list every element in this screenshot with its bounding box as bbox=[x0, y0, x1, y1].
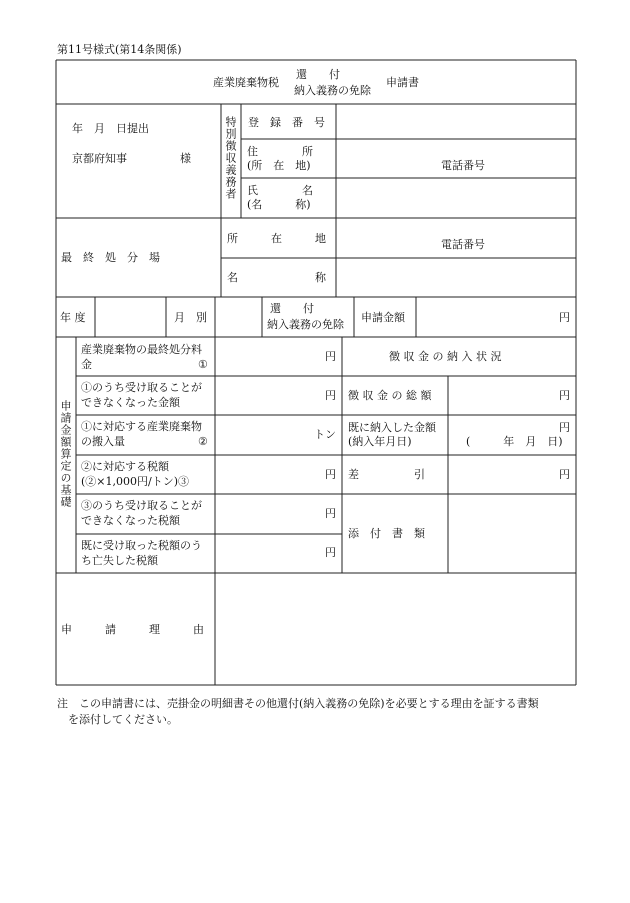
title-tax: 産業廃棄物税 bbox=[213, 76, 279, 89]
requested-amount-unit: 円 bbox=[559, 311, 570, 324]
basis-row-3-mark: ② bbox=[198, 435, 208, 448]
total-collected-label: 徴 収 金 の 総 額 bbox=[348, 389, 432, 402]
name-label: 氏 名 bbox=[247, 184, 313, 197]
basis-row-2-line1: ①のうち受け取ることが bbox=[81, 381, 202, 394]
site-location-label: 所 在 地 bbox=[227, 232, 326, 245]
collection-status-heading: 徴 収 金 の 納 入 状 況 bbox=[389, 350, 502, 363]
fiscal-year-label: 年 度 bbox=[60, 311, 86, 324]
application-reason-label: 申 請 理 由 bbox=[61, 623, 204, 636]
honorific: 様 bbox=[180, 152, 191, 165]
note-line-2: を添付してください。 bbox=[68, 713, 178, 726]
attachments-label: 添 付 書 類 bbox=[348, 527, 425, 540]
addressee: 京都府知事 bbox=[72, 152, 127, 165]
paid-amount-unit: 円 bbox=[559, 421, 570, 434]
site-phone-label: 電話番号 bbox=[441, 238, 485, 251]
basis-row-3-unit: トン bbox=[314, 428, 336, 441]
paid-date-label: (納入年月日) bbox=[348, 435, 412, 448]
submission-date: 年 月 日提出 bbox=[72, 122, 149, 135]
basis-row-4-unit: 円 bbox=[325, 468, 336, 481]
applicant-phone-label: 電話番号 bbox=[441, 159, 485, 172]
note-line-1: 注 この申請書には、売掛金の明細書その他還付(納入義務の免除)を必要とする理由を証する書類 bbox=[57, 697, 539, 710]
basis-row-2-line2: できなくなった金額 bbox=[81, 396, 180, 409]
period-refund-label: 還 付 bbox=[270, 302, 314, 315]
difference-unit: 円 bbox=[559, 468, 570, 481]
basis-row-5-unit: 円 bbox=[325, 507, 336, 520]
total-collected-unit: 円 bbox=[559, 389, 570, 402]
paid-amount-label: 既に納入した金額 bbox=[348, 421, 436, 434]
obligor-label: 特別徴収義務者 bbox=[224, 116, 237, 200]
title-refund: 還 付 bbox=[296, 68, 340, 81]
title-exemption: 納入義務の免除 bbox=[294, 84, 371, 97]
site-name-label: 名 称 bbox=[227, 271, 326, 284]
basis-row-6-unit: 円 bbox=[325, 546, 336, 559]
basis-row-2-unit: 円 bbox=[325, 389, 336, 402]
month-label: 月 別 bbox=[174, 311, 207, 324]
name-sub-label: (名 称) bbox=[247, 198, 311, 211]
basis-row-1-mark: ① bbox=[198, 358, 208, 371]
disposal-site-label: 最 終 処 分 場 bbox=[61, 251, 160, 264]
basis-row-5-line2: できなくなった税額 bbox=[81, 514, 180, 527]
basis-row-1-line2: 金 bbox=[81, 358, 92, 371]
basis-row-3-line2: の搬入量 bbox=[81, 435, 125, 448]
requested-amount-label: 申請金額 bbox=[361, 311, 405, 324]
basis-row-1-unit: 円 bbox=[325, 350, 336, 363]
form-number: 第11号様式(第14条関係) bbox=[57, 43, 182, 56]
registration-number-label: 登 録 番 号 bbox=[248, 116, 325, 129]
basis-row-5-line1: ③のうち受け取ることが bbox=[81, 499, 202, 512]
difference-label: 差 引 bbox=[348, 468, 425, 481]
address-label: 住 所 bbox=[247, 145, 313, 158]
address-sub-label: (所 在 地) bbox=[247, 159, 311, 172]
basis-row-3-line1: ①に対応する産業廃棄物 bbox=[81, 420, 202, 433]
basis-row-6-line1: 既に受け取った税額のう bbox=[81, 539, 202, 552]
basis-row-4-line1: ②に対応する税額 bbox=[81, 460, 169, 473]
paid-date-field: ( 年 月 日) bbox=[466, 435, 563, 448]
basis-row-1-line1: 産業廃棄物の最終処分料 bbox=[81, 343, 202, 356]
basis-row-4-line2: (②×1,000円/トン)③ bbox=[81, 475, 189, 488]
basis-label: 申請金額算定の基礎 bbox=[59, 400, 72, 508]
period-exemption-label: 納入義務の免除 bbox=[267, 318, 344, 331]
title-suffix: 申請書 bbox=[386, 76, 419, 89]
basis-row-6-line2: ち亡失した税額 bbox=[81, 554, 158, 567]
